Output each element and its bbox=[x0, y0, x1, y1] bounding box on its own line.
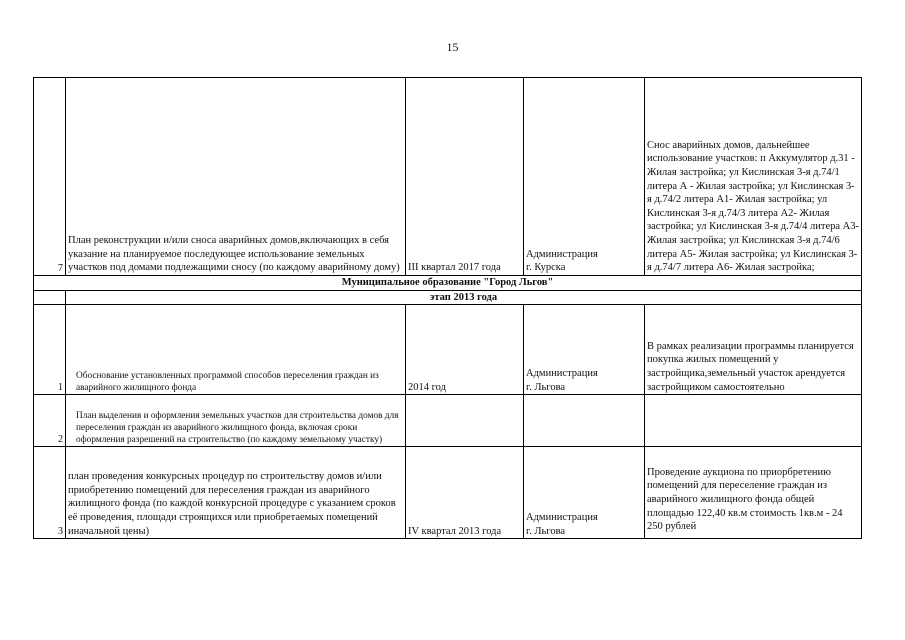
section-title: Муниципальное образование "Город Льгов" bbox=[34, 276, 862, 291]
row-number: 2 bbox=[34, 395, 66, 447]
row-note: Проведение аукциона по приорбретению помещений для переселение граждан из аварийного жилищного фонда общей площадью 122,40 кв.м стоимость 1кв.м - 24 250 рублей bbox=[645, 447, 862, 539]
row-description: План реконструкции и/или сноса аварийных домов,включающих в себя указание на планируемое последующее использование земельных участков под домами подлежащими сносу (по каждому аварийному дому) bbox=[66, 78, 406, 276]
row-number: 7 bbox=[34, 78, 66, 276]
row-description: План выделения и оформления земельных участков для строительства домов для переселения граждан из аварийного жилищного фонда, включая сроки оформления разрешений на строительство (по каждому земельному участку) bbox=[66, 395, 406, 447]
row-executor bbox=[524, 305, 645, 395]
row-executor bbox=[524, 395, 645, 447]
table-row bbox=[34, 78, 862, 276]
executor-line: г. Льгова bbox=[526, 381, 566, 393]
executor-line: Администрация bbox=[526, 512, 598, 523]
row-executor bbox=[524, 78, 645, 276]
stage-empty-cell bbox=[34, 290, 66, 305]
executor-line: Администрация bbox=[526, 368, 598, 379]
row-note: Снос аварийных домов, дальнейшее использование участков: п Аккумулятор д.31 - Жилая застройка; ул Кислинская 3-я д.74/1 литера А - Жилая застройка; ул Кислинская 3-я д.74/2 литера А1- Жилая застройка; ул Кислинская 3-я д.74/3 литера А2- Жилая застройка; ул Кислинская 3-я д.74/4 литера А3- Жилая застройка; ул Кислинская 3-я д.74/6 литера А5- Жилая застройка; ул Кислинская 3-я д.74/7 литера А6- Жилая застройка; bbox=[645, 78, 862, 276]
row-description: Обоснование установленных программой способов переселения граждан из аварийного жилищного фонда bbox=[66, 305, 406, 395]
table-row bbox=[34, 395, 862, 447]
stage-row bbox=[34, 290, 862, 305]
row-description: план проведения конкурсных процедур по строительству домов и/или приобретению помещений для переселения граждан из аварийного жилищного фонда (по каждой конкурсной процедуре с указанием сроков её проведения, площади строящихся или приобретаемых помещений иначальной цены) bbox=[66, 447, 406, 539]
row-executor bbox=[524, 447, 645, 539]
row-term: IV квартал 2013 года bbox=[406, 447, 524, 539]
program-table bbox=[33, 77, 862, 539]
executor-line: г. Льгова bbox=[526, 525, 566, 537]
executor-line: Администрация bbox=[526, 248, 598, 260]
row-number: 3 bbox=[34, 447, 66, 539]
table-row bbox=[34, 305, 862, 395]
row-number: 1 bbox=[34, 305, 66, 395]
section-row bbox=[34, 276, 862, 291]
executor-line: г. Курска bbox=[526, 262, 566, 274]
stage-title: этап 2013 года bbox=[66, 290, 862, 305]
page-number: 15 bbox=[446, 40, 459, 54]
row-term: 2014 год bbox=[406, 305, 524, 395]
row-note bbox=[645, 395, 862, 447]
row-note: В рамках реализации программы планируется покупка жилых помещений у застройщика,земельный участок арендуется застройщиком самостоятельно bbox=[645, 305, 862, 395]
table-row bbox=[34, 447, 862, 539]
row-term: III квартал 2017 года bbox=[406, 78, 524, 276]
row-term bbox=[406, 395, 524, 447]
